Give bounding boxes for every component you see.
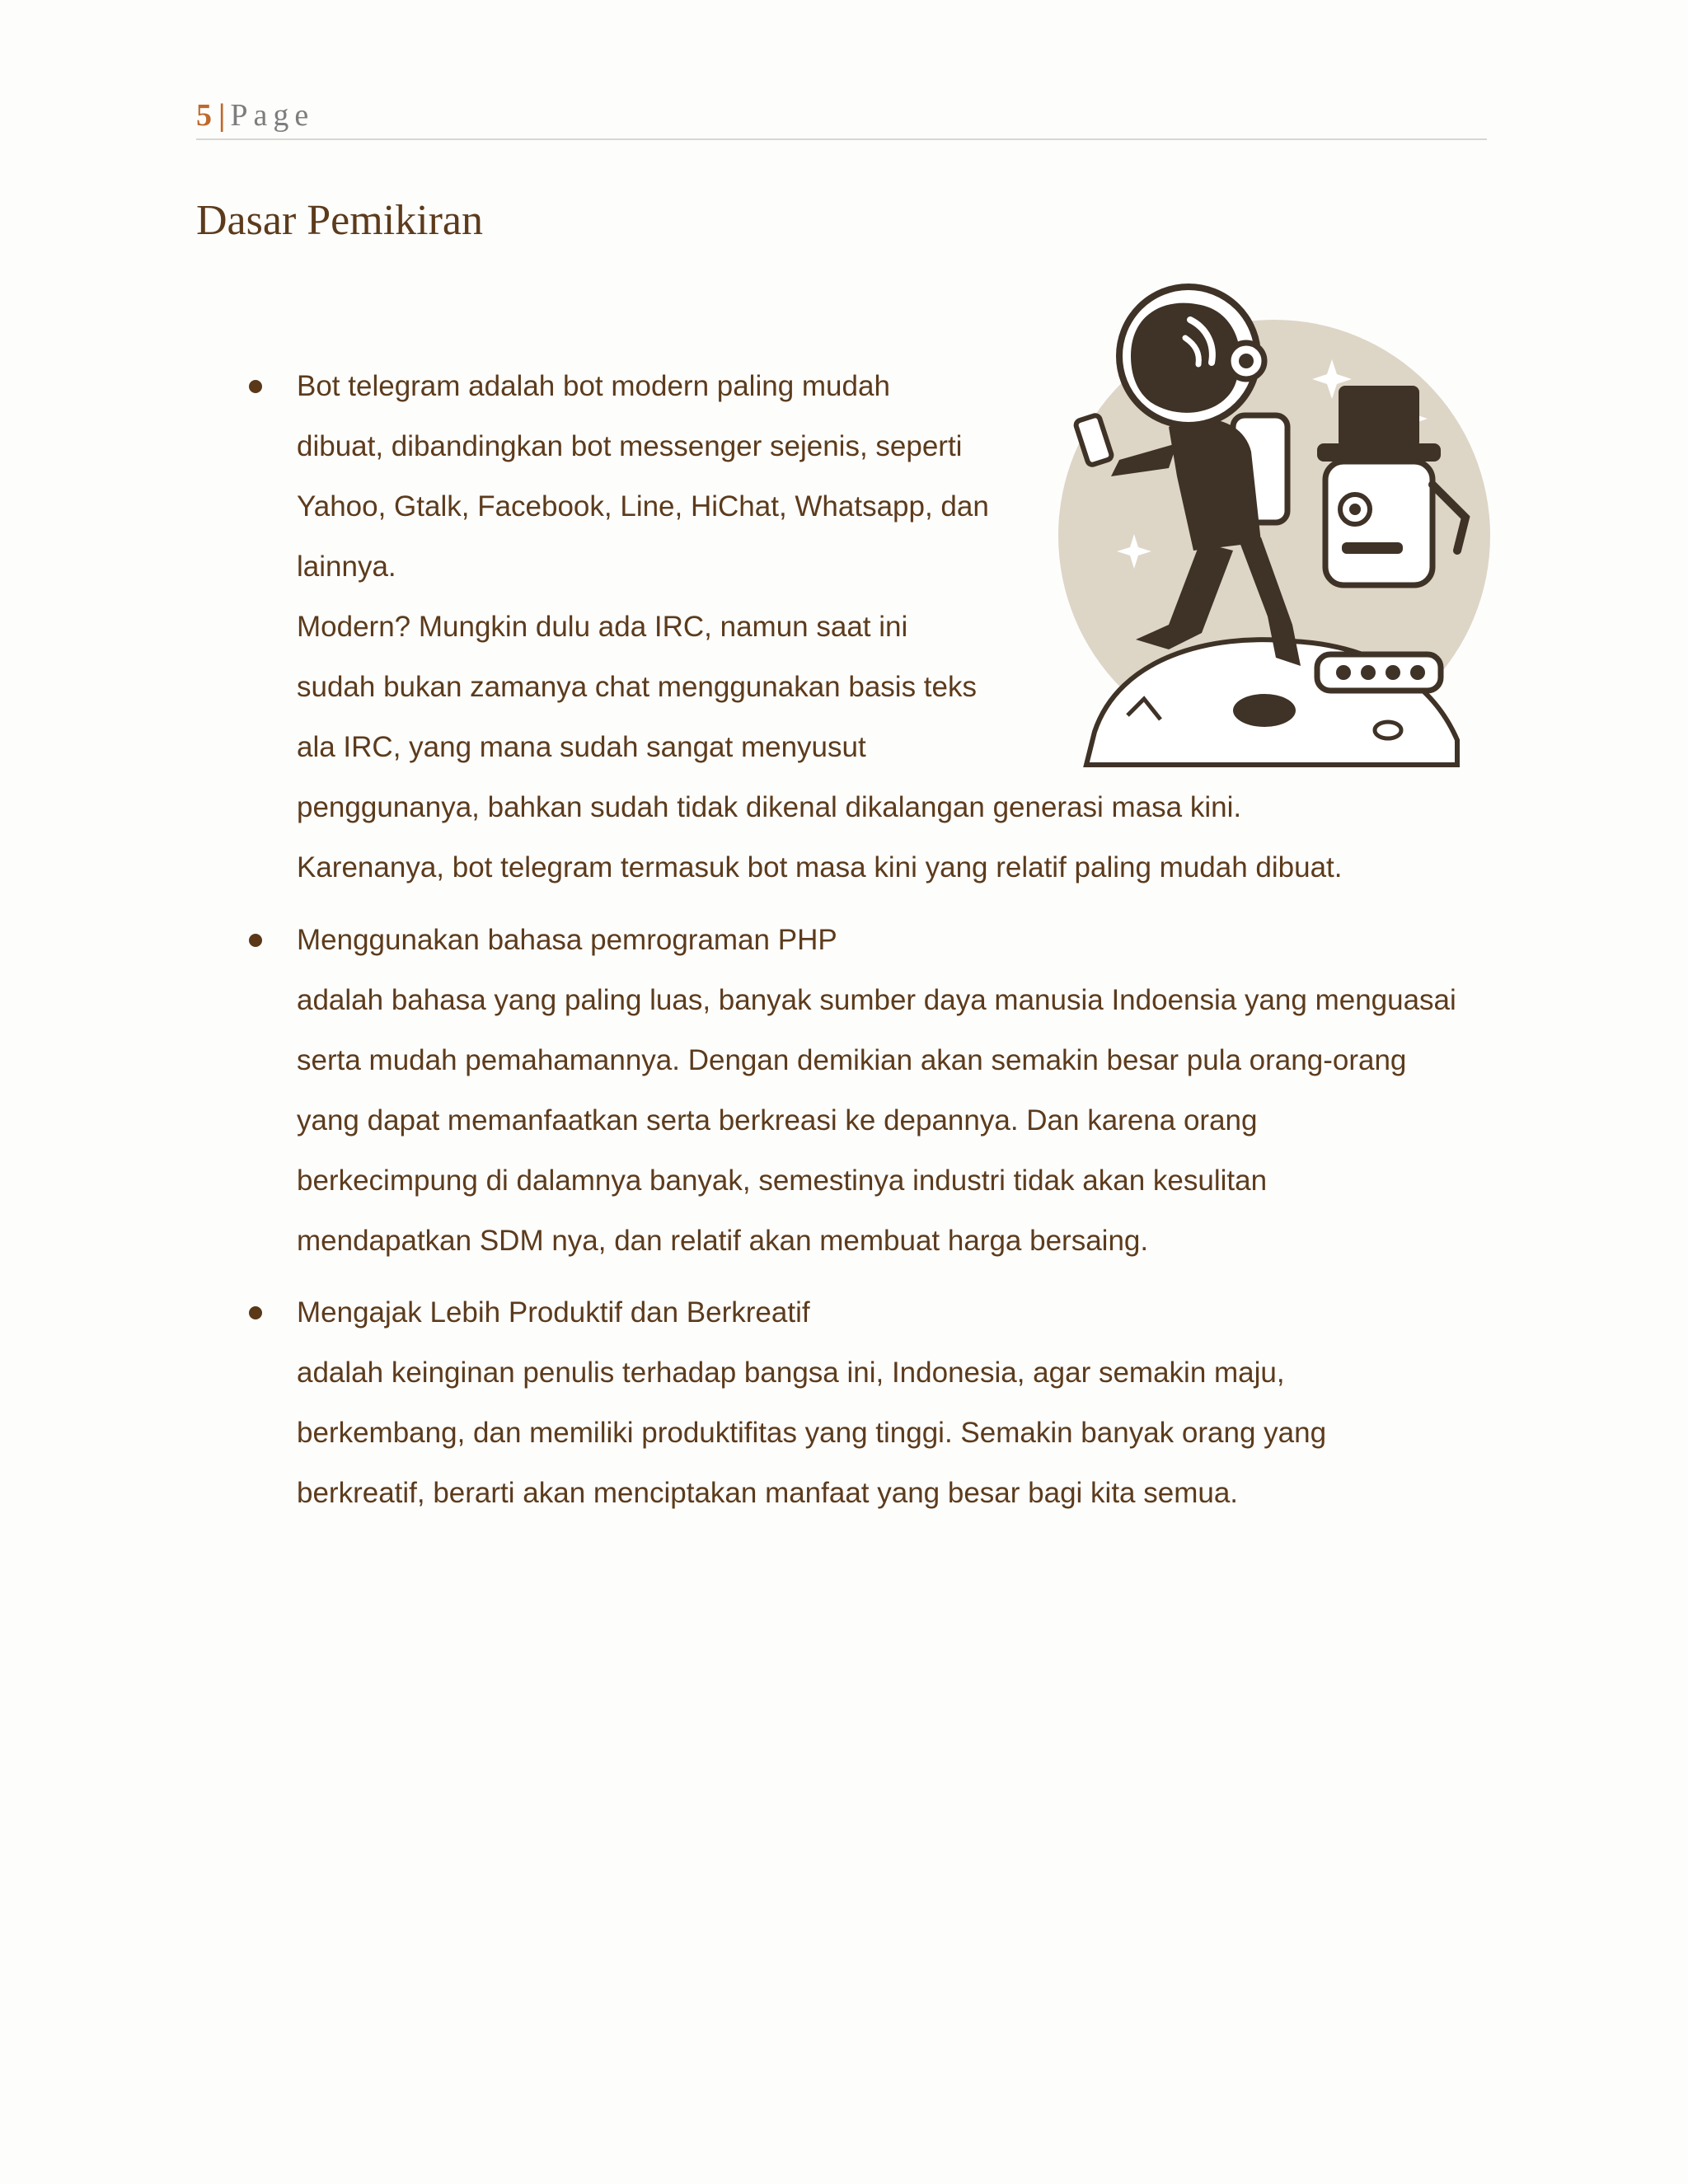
bullet-line: Mengajak Lebih Produktif dan Berkreatif <box>297 1296 810 1329</box>
bullet-line: lainnya. <box>297 551 396 583</box>
section-title: Dasar Pemikiran <box>196 197 484 244</box>
bullet-line: adalah bahasa yang paling luas, banyak sumber daya manusia Indoensia yang menguasai <box>297 984 1456 1016</box>
bullet-line: Yahoo, Gtalk, Facebook, Line, HiChat, Whatsapp, dan <box>297 490 989 523</box>
bullet-line: berkreatif, berarti akan menciptakan manfaat yang besar bagi kita semua. <box>297 1477 1239 1509</box>
bullet-line: Menggunakan bahasa pemrograman PHP <box>297 924 837 956</box>
bullet-icon <box>249 934 262 947</box>
bullet-line: penggunanya, bahkan sudah tidak dikenal dikalangan generasi masa kini. <box>297 791 1242 823</box>
bullet-line: serta mudah pemahamannya. Dengan demikian akan semakin besar pula orang-orang <box>297 1044 1407 1076</box>
bullet-line: Bot telegram adalah bot modern paling mudah <box>297 370 890 402</box>
bullet-line: ala IRC, yang mana sudah sangat menyusut <box>297 731 866 763</box>
bullet-icon <box>249 1306 262 1319</box>
bullet-item <box>297 910 1500 1271</box>
bullet-line: mendapatkan SDM nya, dan relatif akan membuat harga bersaing. <box>297 1225 1149 1257</box>
bullet-item <box>297 1282 1500 1523</box>
bullet-line: adalah keinginan penulis terhadap bangsa ini, Indonesia, agar semakin maju, <box>297 1357 1285 1389</box>
page-separator: | <box>218 98 226 133</box>
page-number: 5 <box>196 98 212 133</box>
bullet-line: Modern? Mungkin dulu ada IRC, namun saat ini <box>297 611 908 643</box>
bullet-line: yang dapat memanfaatkan serta berkreasi ke depannya. Dan karena orang <box>297 1104 1258 1137</box>
bullet-line: dibuat, dibandingkan bot messenger sejenis, seperti <box>297 430 963 462</box>
page-header <box>196 92 1487 140</box>
page-label: Page <box>230 98 315 133</box>
bullet-line: Karenanya, bot telegram termasuk bot masa kini yang relatif paling mudah dibuat. <box>297 851 1343 883</box>
bullet-line: sudah bukan zamanya chat menggunakan basis teks <box>297 671 977 703</box>
bullet-line: berkecimpung di dalamnya banyak, semestinya industri tidak akan kesulitan <box>297 1165 1268 1197</box>
bullet-icon <box>249 380 262 393</box>
bullet-item <box>297 356 1500 898</box>
bullet-line: berkembang, dan memiliki produktifitas yang tinggi. Semakin banyak orang yang <box>297 1417 1327 1449</box>
